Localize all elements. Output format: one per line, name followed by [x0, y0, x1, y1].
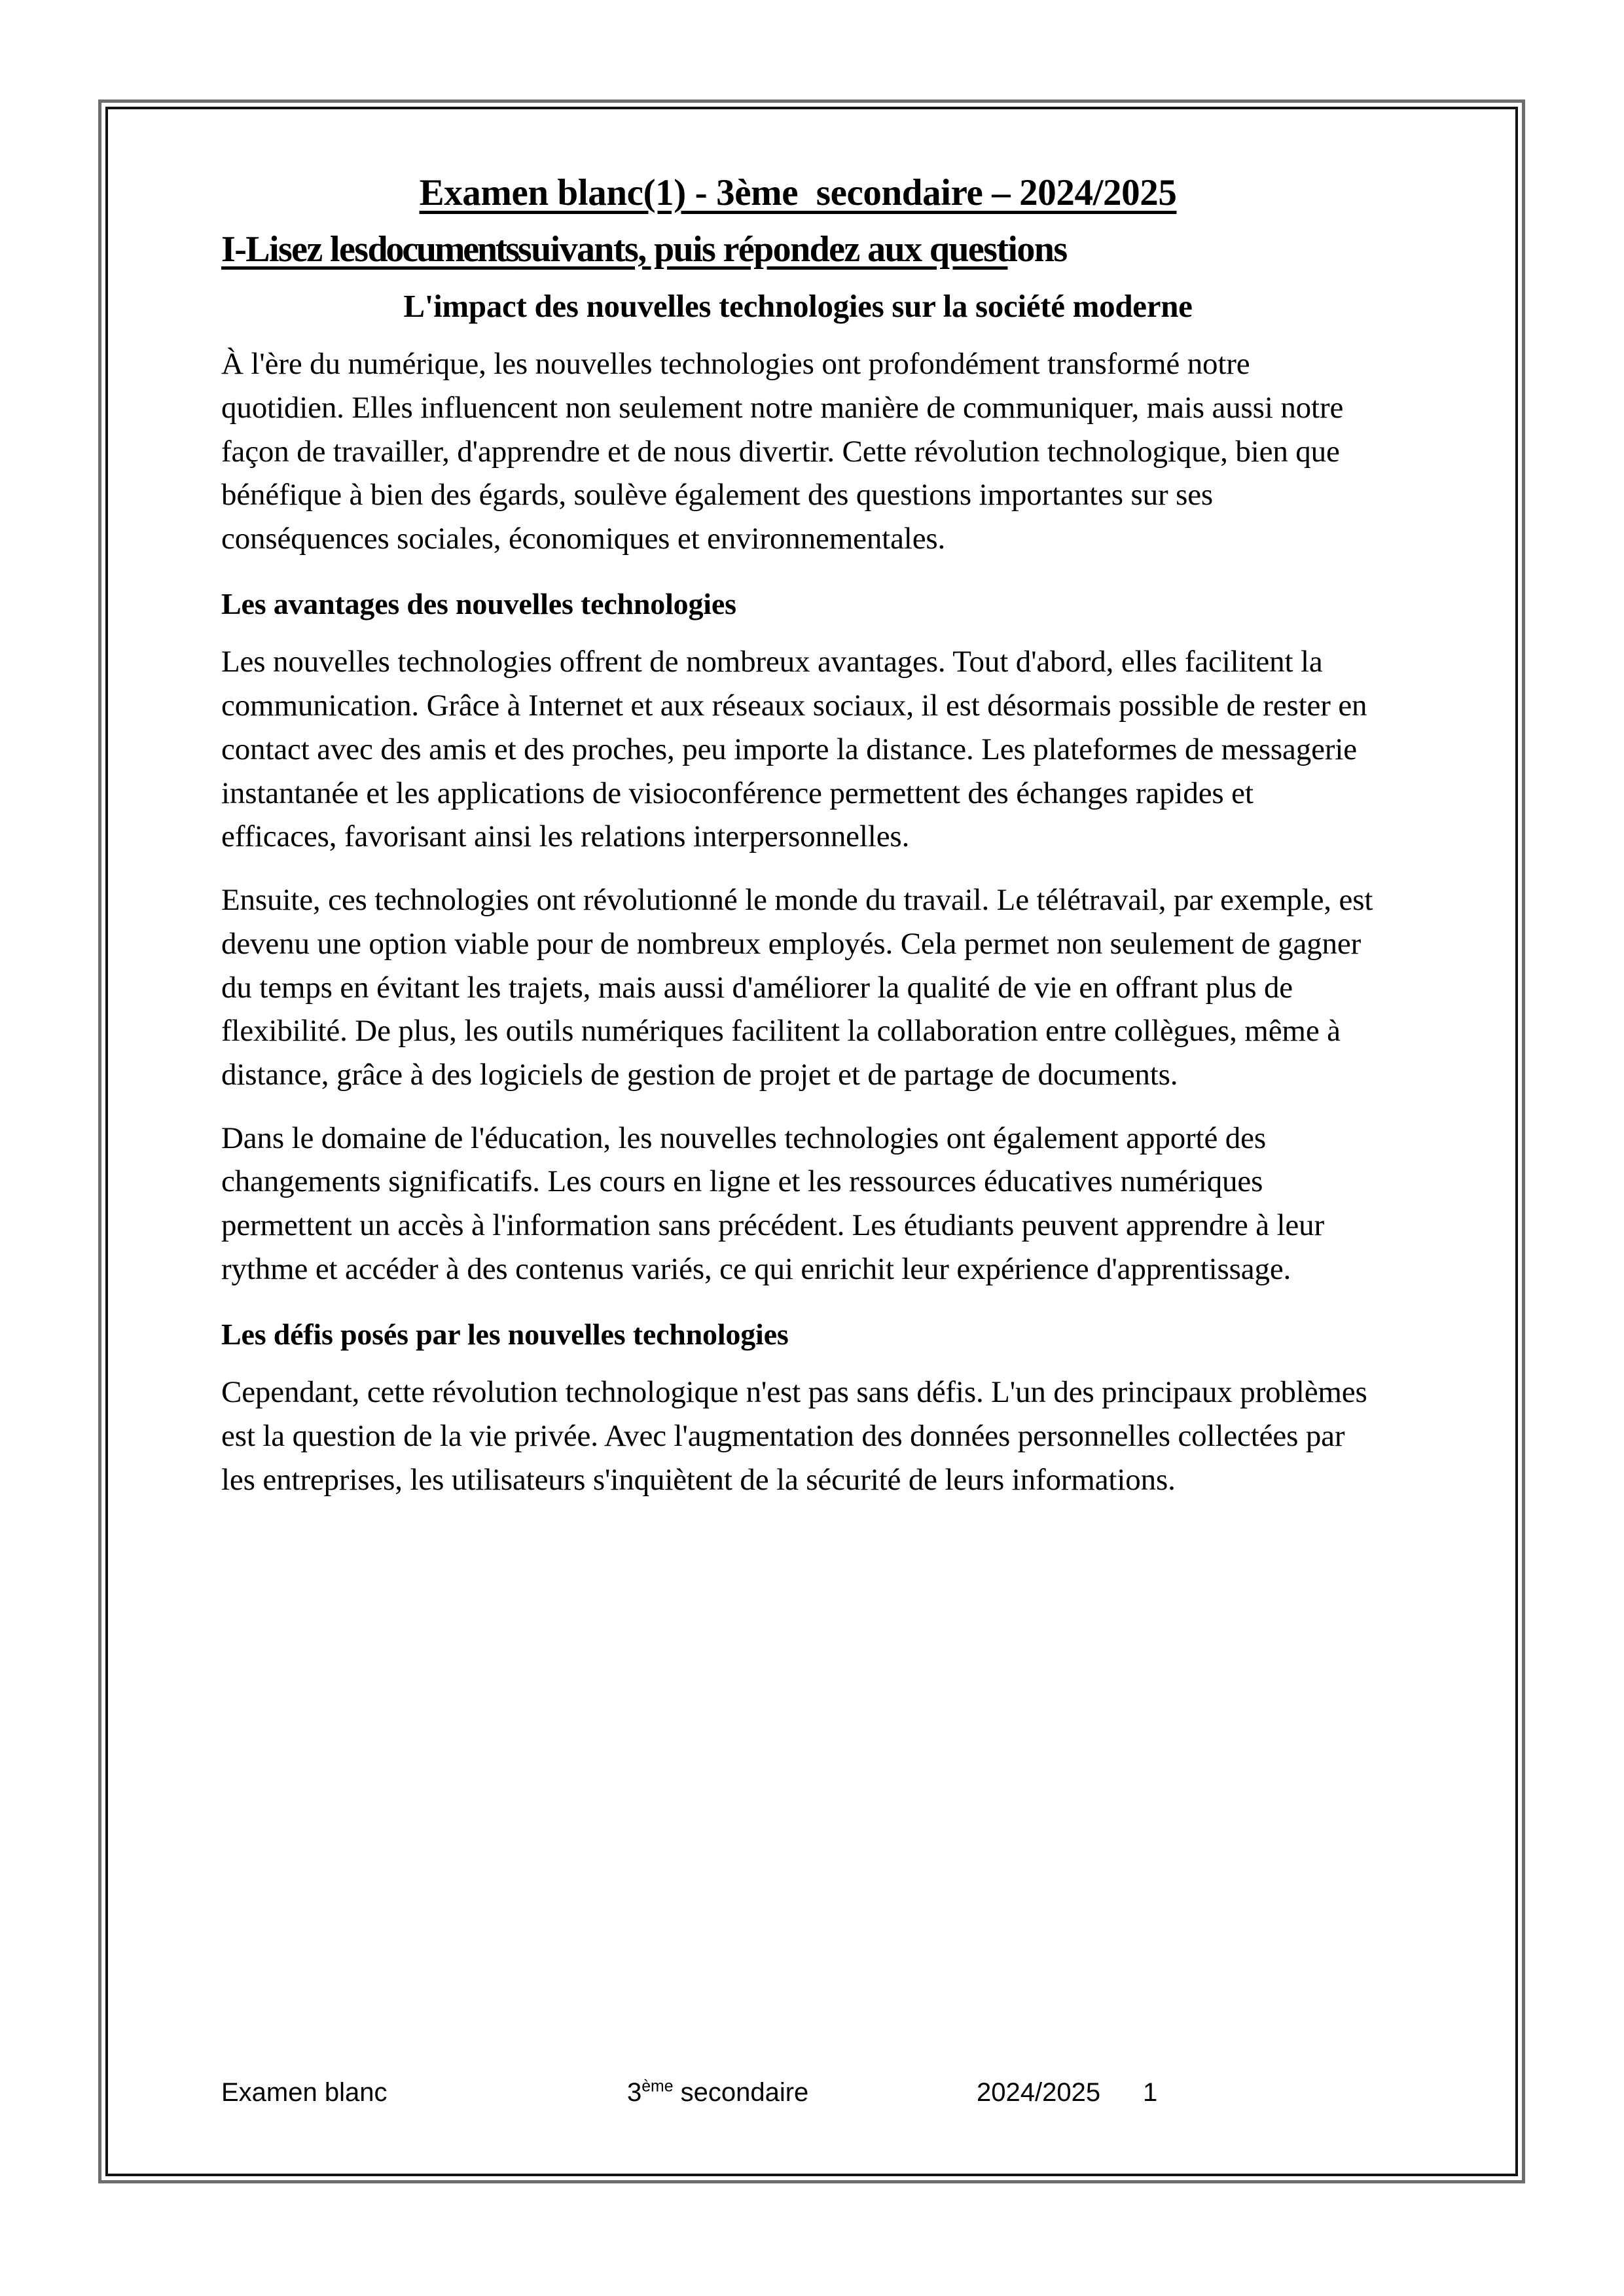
instruction-part-4: ions — [1007, 228, 1067, 270]
footer-year: 2024/2025 — [977, 2078, 1101, 2107]
paragraph-travail: Ensuite, ces technologies ont révolutionné le monde du travail. Le télétravail, par exemple, est devenu une option viable pour de nombreux employés. Cela permet non seulement de gagner du temps en évitant les trajets, mais aussi d'améliorer la qualité de vie en offrant plus de flexibilité. De plus, les outils numériques facilitent la collaboration entre collègues, même à distance, grâce à des logiciels de gestion de projet et de partage de documents. — [221, 883, 1373, 1092]
footer-grade-number: 3 — [627, 2078, 642, 2107]
instruction-part-1: I-Lisez les — [221, 228, 368, 270]
page-footer — [221, 2078, 1424, 2124]
instruction-part-3: suivants, puis répondez aux quest — [517, 228, 1008, 270]
footer-exam-label: Examen blanc — [221, 2078, 388, 2107]
document-content — [221, 134, 1375, 1501]
footer-grade-rest: secondaire — [673, 2078, 809, 2107]
instruction-part-2: documents — [367, 228, 518, 270]
page-title-text: Examen blanc(1) - 3ème secondaire – 2024/2025 — [419, 172, 1177, 213]
article-title: L'impact des nouvelles technologies sur la société moderne — [403, 288, 1193, 325]
instruction-heading — [221, 230, 1375, 269]
paragraph-communication: Les nouvelles technologies offrent de nombreux avantages. Tout d'abord, elles facilitent la communication. Grâce à Internet et aux réseaux sociaux, il est désormais possible de rester en contact avec des amis et des proches, peu importe la distance. Les plateformes de messagerie instantanée et les applications de visioconférence permettent des échanges rapides et efficaces, favorisant ainsi les relations interpersonnelles. — [221, 645, 1367, 854]
footer-page-number: 1 — [1143, 2078, 1158, 2107]
footer-grade-suffix: ème — [641, 2077, 674, 2096]
paragraph-intro: À l'ère du numérique, les nouvelles technologies ont profondément transformé notre quotidien. Elles influencent non seulement notre manière de communiquer, mais aussi notre façon de travailler, d'apprendre et de nous divertir. Cette révolution technologique, bien que bénéfique à bien des égards, soulève également des questions importantes sur ses conséquences sociales, économiques et environnementales. — [221, 347, 1344, 556]
page-title — [221, 173, 1375, 213]
section-heading-defis: Les défis posés par les nouvelles technologies — [221, 1317, 789, 1351]
footer-grade-label — [627, 2078, 808, 2108]
paragraph-defis: Cependant, cette révolution technologique n'est pas sans défis. L'un des principaux problèmes est la question de la vie privée. Avec l'augmentation des données personnelles collectées par les entreprises, les utilisateurs s'inquiètent de la sécurité de leurs informations. — [221, 1375, 1367, 1497]
section-heading-avantages: Les avantages des nouvelles technologies — [221, 586, 736, 620]
page-border-frame — [98, 99, 1525, 2183]
paragraph-education: Dans le domaine de l'éducation, les nouvelles technologies ont également apporté des changements significatifs. Les cours en ligne et les ressources éducatives numériques permettent un accès à l'information sans précédent. Les étudiants peuvent apprendre à leur rythme et accéder à des contenus variés, ce qui enrichit leur expérience d'apprentissage. — [221, 1121, 1324, 1286]
